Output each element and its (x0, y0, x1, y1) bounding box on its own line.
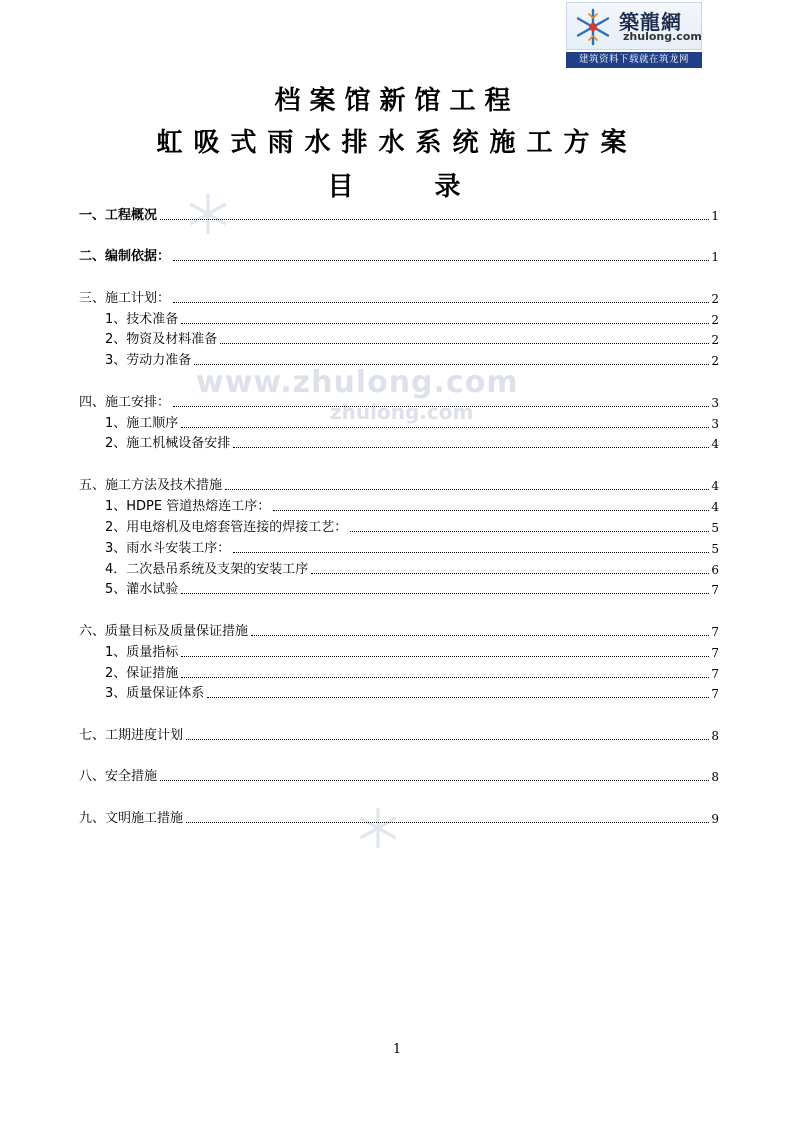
toc-entry-label: 1、技术准备 (105, 312, 179, 327)
toc-entry[interactable] (79, 349, 719, 369)
toc-entry-label: 九、文明施工措施 (79, 811, 184, 826)
dot-leader (207, 696, 709, 698)
dot-leader (181, 676, 709, 678)
toc-entry[interactable] (79, 474, 719, 494)
toc-entry[interactable] (79, 765, 719, 785)
toc-entry-label: 三、施工计划： (79, 291, 171, 306)
toc-entry[interactable] (79, 391, 719, 411)
toc-entry-page: 8 (711, 729, 719, 743)
toc-entry-label: 二、编制依据： (79, 249, 171, 264)
toc-entry[interactable] (79, 245, 719, 265)
page-number: 1 (392, 1042, 402, 1057)
toc-entry-label: 七、工期进度计划 (79, 728, 184, 743)
toc-entry-page: 5 (711, 521, 719, 535)
logo-domain: zhulong.com (623, 30, 702, 43)
toc-entry[interactable] (79, 558, 719, 578)
toc-entry-page: 2 (711, 313, 719, 327)
toc-entry-label: 1、HDPE 管道热熔连工序： (105, 499, 271, 514)
toc-entry-label: 2、施工机械设备安排 (105, 436, 231, 451)
snowflake-logo-icon (573, 7, 613, 47)
toc-entry[interactable] (79, 516, 719, 536)
dot-leader (194, 363, 709, 365)
dot-leader (311, 572, 709, 574)
toc-entry-page: 4 (711, 500, 719, 514)
toc-entry[interactable] (79, 432, 719, 452)
dot-leader (220, 342, 709, 344)
toc-entry-label: 4．二次悬吊系统及支架的安装工序 (105, 562, 309, 577)
dot-leader (186, 738, 709, 740)
toc-entry-page: 1 (711, 250, 719, 264)
toc-entry-label: 2、物资及材料准备 (105, 332, 218, 347)
dot-leader (160, 779, 709, 781)
toc-entry-page: 6 (711, 563, 719, 577)
toc-entry[interactable] (79, 724, 719, 744)
toc-entry-label: 一、工程概况 (79, 208, 158, 223)
watermark-subtext: zhulong.com (330, 400, 474, 424)
toc-entry-page: 3 (711, 417, 719, 431)
toc-entry-page: 4 (711, 437, 719, 451)
toc-entry-page: 2 (711, 292, 719, 306)
dot-leader (225, 488, 709, 490)
logo-name: 築龍網 (619, 10, 682, 34)
toc-entry[interactable] (79, 287, 719, 307)
toc-entry-page: 2 (711, 354, 719, 368)
logo-panel (566, 2, 702, 50)
dot-leader (350, 530, 709, 532)
toc-entry-label: 5、灌水试验 (105, 582, 179, 597)
toc-entry-page: 7 (711, 667, 719, 681)
toc-entry-page: 1 (711, 209, 719, 223)
toc-entry[interactable] (79, 578, 719, 598)
toc-entry-page: 5 (711, 542, 719, 556)
zhulong-logo (566, 2, 702, 68)
toc-entry[interactable] (79, 662, 719, 682)
toc-entry-label: 3、质量保证体系 (105, 686, 205, 701)
toc-entry-label: 六、质量目标及质量保证措施 (79, 624, 249, 639)
dot-leader (181, 592, 709, 594)
toc-entry-page: 7 (711, 687, 719, 701)
toc-entry-page: 2 (711, 333, 719, 347)
project-title: 档案馆新馆工程 (274, 86, 520, 116)
toc-entry[interactable] (79, 682, 719, 702)
toc-entry-label: 3、劳动力准备 (105, 353, 192, 368)
dot-leader (233, 551, 709, 553)
toc-entry[interactable] (79, 807, 719, 827)
toc-entry-page: 7 (711, 646, 719, 660)
dot-leader (181, 426, 709, 428)
toc-entry-label: 1、施工顺序 (105, 416, 179, 431)
toc-entry-label: 五、施工方法及技术措施 (79, 478, 223, 493)
dot-leader (160, 218, 709, 220)
toc-entry[interactable] (79, 620, 719, 640)
dot-leader (233, 446, 709, 448)
watermark-text: www.zhulong.com (196, 365, 519, 400)
toc-entry-page: 9 (711, 812, 719, 826)
toc-entry-label: 四、施工安排： (79, 395, 171, 410)
toc-entry-label: 3、雨水斗安装工序： (105, 541, 231, 556)
toc-entry[interactable] (79, 412, 719, 432)
dot-leader (251, 634, 709, 636)
toc-entry-page: 8 (711, 770, 719, 784)
dot-leader (173, 259, 709, 261)
dot-leader (173, 405, 709, 407)
dot-leader (173, 301, 709, 303)
toc-entry-page: 7 (711, 625, 719, 639)
toc-entry-label: 2、用电熔机及电熔套管连接的焊接工艺： (105, 520, 348, 535)
toc-entry[interactable] (79, 537, 719, 557)
toc-entry-label: 2、保证措施 (105, 666, 179, 681)
plan-title: 虹吸式雨水排水系统施工方案 (156, 128, 638, 158)
dot-leader (273, 509, 709, 511)
toc-entry[interactable] (79, 308, 719, 328)
dot-leader (186, 821, 709, 823)
toc-entry[interactable] (79, 328, 719, 348)
toc-entry-label: 八、安全措施 (79, 769, 158, 784)
toc-entry-page: 3 (711, 396, 719, 410)
toc-entry[interactable] (79, 204, 719, 224)
toc-entry[interactable] (79, 495, 719, 515)
dot-leader (181, 655, 709, 657)
toc-entry-page: 7 (711, 583, 719, 597)
toc-entry-label: 1、质量指标 (105, 645, 179, 660)
logo-slogan: 建筑资料下载就在筑龙网 (566, 52, 702, 68)
toc-entry[interactable] (79, 641, 719, 661)
dot-leader (181, 322, 709, 324)
toc-entry-page: 4 (711, 479, 719, 493)
toc-heading: 目 录 (327, 172, 497, 202)
